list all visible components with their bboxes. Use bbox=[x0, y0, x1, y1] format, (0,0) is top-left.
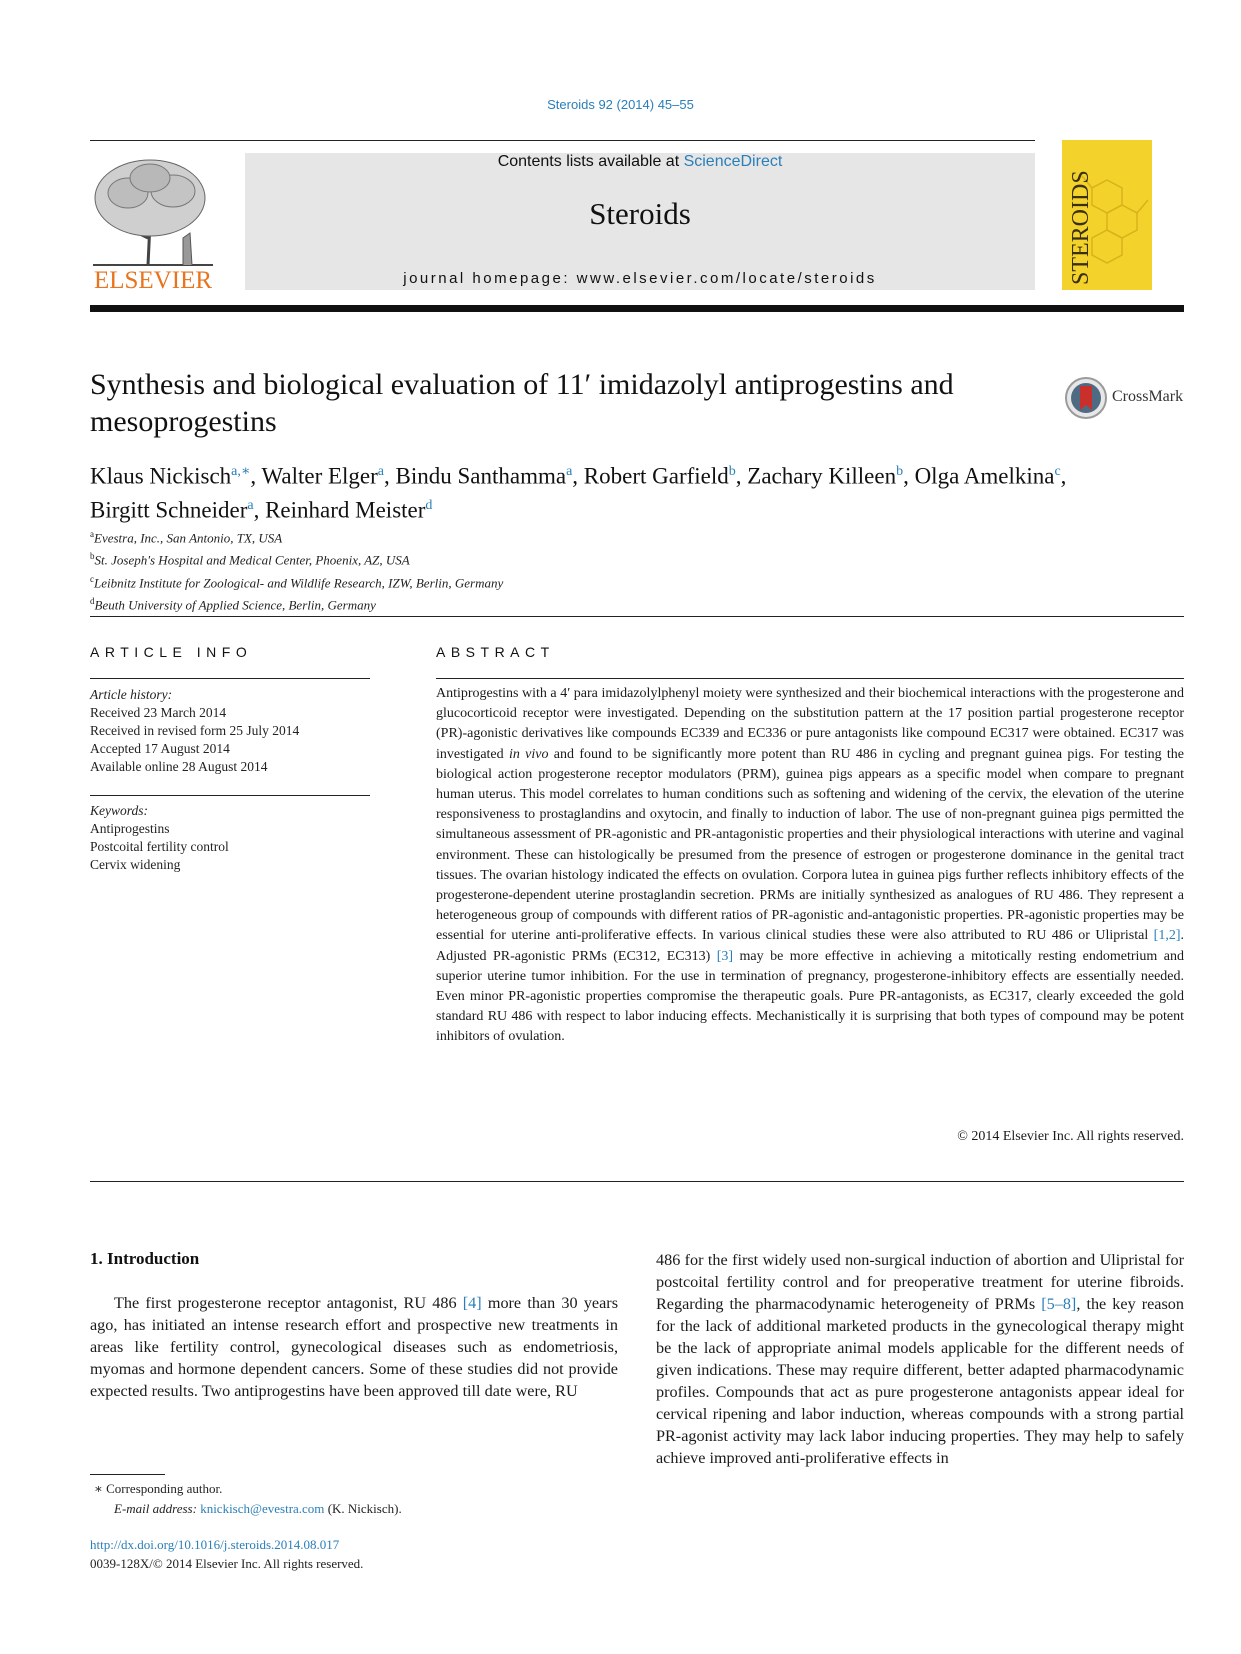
email-link[interactable]: knickisch@evestra.com bbox=[200, 1501, 325, 1516]
author-name[interactable]: Olga Amelkina bbox=[914, 463, 1055, 489]
journal-homepage[interactable]: journal homepage: www.elsevier.com/locate/steroids bbox=[403, 270, 877, 287]
header-top-rule bbox=[90, 140, 1035, 141]
intro-text: 486 for the first widely used non-surgical induction of abortion and Ulipristal for postcoital fertility control and for preoperative treatment for uterine fibroids. Regarding the pharmacodynamic heterogeneity of PRMs bbox=[656, 1251, 1184, 1313]
author-affiliation-mark[interactable]: b bbox=[896, 464, 904, 479]
author-affiliation-mark[interactable]: d bbox=[425, 497, 433, 513]
author-name[interactable]: Robert Garfield bbox=[583, 463, 729, 489]
abstract-copyright: © 2014 Elsevier Inc. All rights reserved. bbox=[957, 1129, 1184, 1144]
article-history-label: Article history: bbox=[90, 687, 173, 702]
elsevier-wordmark: ELSEVIER bbox=[93, 267, 213, 293]
author-separator: , bbox=[903, 463, 915, 489]
email-note bbox=[90, 1499, 618, 1519]
history-accepted: Accepted 17 August 2014 bbox=[90, 741, 230, 756]
author-separator: , bbox=[253, 497, 266, 523]
author-separator: , bbox=[250, 463, 262, 489]
abstract-part: . Adjusted PR-agonistic PRMs (EC312, EC313) bbox=[436, 928, 1184, 964]
crossmark-icon bbox=[1064, 376, 1108, 420]
abstract-heading: ABSTRACT bbox=[436, 644, 555, 660]
abstract-in-vivo: in vivo bbox=[508, 746, 549, 762]
affiliation-key: c bbox=[90, 573, 94, 584]
reference-link[interactable]: [5–8] bbox=[1041, 1295, 1077, 1313]
abstract-bottom-rule bbox=[90, 1181, 1184, 1182]
abstract-rule bbox=[436, 678, 1184, 679]
author-affiliation-mark[interactable]: a,∗ bbox=[231, 464, 251, 479]
journal-citation[interactable]: Steroids 92 (2014) 45–55 bbox=[547, 97, 694, 112]
introduction-right-column bbox=[656, 1249, 1184, 1469]
journal-cover[interactable] bbox=[1062, 140, 1152, 290]
author-separator: , bbox=[572, 463, 584, 489]
author-name[interactable]: Klaus Nickisch bbox=[90, 463, 232, 489]
intro-text: more than 30 years ago, has initiated an intense research effort and prospective new treatments in areas like fertility control, gynecological diseases such as endometriosis, myomas and hormone dependent cancers. Some of these studies did not provide expected results. Two antiprogestins have been approved till date were, RU bbox=[90, 1294, 618, 1400]
author-affiliation-mark[interactable]: c bbox=[1054, 464, 1061, 479]
affiliation-key: d bbox=[90, 595, 95, 606]
author-separator: , bbox=[1060, 463, 1067, 489]
introduction-heading: 1. Introduction bbox=[90, 1249, 200, 1268]
history-received: Received 23 March 2014 bbox=[90, 705, 227, 720]
intro-text: , the key reason for the lack of additional marketed products in the gynecological therapy might be the lack of appropriate animal models applicable for the different needs of given indications. These may require different, better adapted pharmacodynamic profiles. Compounds that act as pure progesterone antagonists appear ideal for cervical ripening and labor induction, whereas compounds with a strong partial PR-agonist activity may lack labor inducing properties. They may help to safely achieve improved anti-proliferative effects in bbox=[656, 1295, 1184, 1467]
history-online: Available online 28 August 2014 bbox=[90, 759, 268, 774]
journal-name: Steroids bbox=[589, 196, 691, 231]
author-affiliation-mark[interactable]: a bbox=[566, 464, 573, 479]
issn-line: 0039-128X/© 2014 Elsevier Inc. All rights reserved. bbox=[90, 1556, 364, 1571]
introduction-left-column bbox=[90, 1292, 618, 1402]
affiliation-list bbox=[90, 525, 890, 614]
affiliation-item bbox=[90, 547, 890, 569]
reference-link[interactable]: [1,2] bbox=[1153, 928, 1181, 944]
footnote-rule bbox=[90, 1474, 165, 1475]
abstract-part: Antiprogestins with a 4′ para imidazolylphenyl moiety were synthesized and their biochemical interactions with the progesterone and glucocorticoid receptor were investigated. Depending on the substitution pattern at the 17 position partial progesterone receptor (PR)-agonistic derivatives like compounds EC339 and EC336 or pure antagonists like compound EC317 were obtained. EC317 was investigated bbox=[436, 686, 1184, 762]
footnote-star: ∗ bbox=[94, 1481, 103, 1496]
author-list bbox=[90, 457, 1190, 524]
author-name[interactable]: Bindu Santhamma bbox=[395, 463, 567, 489]
article-title: Synthesis and biological evaluation of 11′ imidazolyl antiprogestins and mesoprogestins bbox=[90, 368, 954, 438]
elsevier-tree-icon bbox=[93, 160, 213, 265]
keywords-rule bbox=[90, 795, 370, 796]
affiliation-rule bbox=[90, 616, 1184, 617]
email-label: E-mail address: bbox=[114, 1501, 201, 1516]
doi-block bbox=[90, 1535, 363, 1573]
footnote bbox=[90, 1479, 618, 1519]
crossmark-badge[interactable] bbox=[1064, 376, 1189, 420]
author-name[interactable]: Birgitt Schneider bbox=[90, 497, 248, 523]
doi-link[interactable]: http://dx.doi.org/10.1016/j.steroids.2014.08.017 bbox=[90, 1537, 340, 1552]
contents-line bbox=[245, 153, 1035, 171]
affiliation-text: Evestra, Inc., San Antonio, TX, USA bbox=[94, 530, 283, 546]
contents-prefix: Contents lists available at bbox=[497, 153, 684, 170]
affiliation-item bbox=[90, 525, 890, 547]
affiliation-text: St. Joseph's Hospital and Medical Center, Phoenix, AZ, USA bbox=[94, 552, 410, 568]
keyword-item: Cervix widening bbox=[90, 857, 181, 872]
affiliation-item bbox=[90, 592, 890, 614]
affiliation-item bbox=[90, 570, 890, 592]
elsevier-logo[interactable] bbox=[88, 153, 218, 293]
reference-link[interactable]: [3] bbox=[716, 948, 734, 964]
author-separator: , bbox=[384, 463, 396, 489]
author-affiliation-mark[interactable]: a bbox=[247, 497, 254, 513]
affiliation-text: Leibnitz Institute for Zoological- and Wildlife Research, IZW, Berlin, Germany bbox=[94, 574, 504, 590]
email-suffix: (K. Nickisch). bbox=[324, 1501, 402, 1516]
article-info-rule bbox=[90, 678, 370, 679]
intro-text: The first progesterone receptor antagonist, RU 486 bbox=[114, 1294, 463, 1312]
history-revised: Received in revised form 25 July 2014 bbox=[90, 723, 300, 738]
author-name[interactable]: Reinhard Meister bbox=[265, 497, 426, 523]
cover-title: STEROIDS bbox=[1068, 170, 1094, 285]
sciencedirect-link[interactable]: ScienceDirect bbox=[683, 153, 783, 170]
author-name[interactable]: Walter Elger bbox=[261, 463, 378, 489]
corresponding-label: Corresponding author. bbox=[106, 1481, 223, 1496]
article-info-heading: ARTICLE INFO bbox=[90, 644, 253, 660]
header-bottom-rule bbox=[90, 305, 1184, 312]
author-name[interactable]: Zachary Killeen bbox=[747, 463, 897, 489]
abstract-part: and found to be significantly more potent than RU 486 in cycling and pregnant guinea pigs. For testing the biological action progesterone receptor modulators (PRM), guinea pigs appears as a specific model when compare to pregnant human uterus. This model correlates to human conditions such as softening and widening of the cervix, the elevation of the uterine responsiveness to prostaglandins and oxytocin, and finally to induction of labor. The use of non-pregnant guinea pigs permitted the simultaneous assessment of PR-agonistic and PR-antagonistic properties and their physiological interactions with uterine and vaginal environment. These can histologically be presumed from the presence of estrogen or progesterone dominance in the genital tract tissues. The ovarian histology indicated the effects on ovulation. Corpora lutea in guinea pigs further reflects inhibitory effects of the progesterone-dependent uterine prostaglandin secretion. PRMs are initially synthesized as analogues of RU 486. They represent a heterogeneous group of compounds with different ratios of PR-agonistic and-antagonistic properties. PR-agonistic properties may be essential for uterine anti-proliferative effects. In various clinical studies these were also attributed to RU 486 or Ulipristal bbox=[436, 746, 1184, 944]
crossmark-label: CrossMark bbox=[1112, 388, 1184, 405]
article-history bbox=[90, 686, 370, 776]
affiliation-text: Beuth University of Applied Science, Berlin, Germany bbox=[94, 597, 376, 613]
keyword-item: Antiprogestins bbox=[90, 821, 170, 836]
abstract-text bbox=[436, 684, 1184, 1048]
corresponding-author-note bbox=[90, 1479, 618, 1499]
author-affiliation-mark[interactable]: a bbox=[377, 464, 384, 479]
author-separator: , bbox=[735, 463, 748, 489]
keywords-label: Keywords: bbox=[90, 803, 148, 818]
affiliation-key: a bbox=[90, 529, 94, 539]
affiliation-key: b bbox=[90, 551, 95, 562]
reference-link[interactable]: [4] bbox=[462, 1294, 482, 1312]
author-affiliation-mark[interactable]: b bbox=[728, 464, 736, 479]
abstract-part: may be more effective in achieving a mitotically resting endometrium and superior uterine tumor inhibition. For the use in termination of pregnancy, progesterone-inhibitory effects are essentially needed. Even minor PR-agonistic properties compromise the therapeutic goals. Pure PR-antagonists, as EC317, clearly exceeded the gold standard RU 486 with respect to labor inducing effects. Mechanistically it is surprising that both types of compound may be potent inhibitors of ovulation. bbox=[436, 948, 1184, 1045]
keyword-item: Postcoital fertility control bbox=[90, 839, 229, 854]
keywords-block bbox=[90, 802, 370, 874]
